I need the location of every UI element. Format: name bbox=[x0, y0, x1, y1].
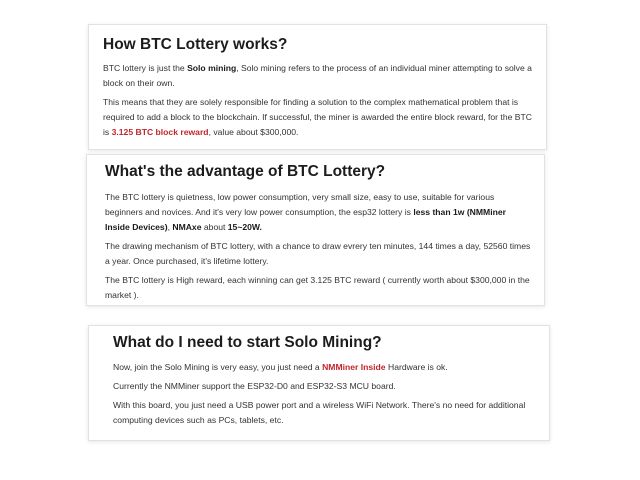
how-btc-lottery-works-card bbox=[88, 24, 547, 150]
text-segment: , bbox=[167, 222, 173, 232]
solo-mining-paragraph bbox=[103, 61, 534, 91]
section-title: How BTC Lottery works? bbox=[103, 36, 288, 53]
power-consumption-paragraph bbox=[105, 190, 532, 235]
start-solo-mining-card bbox=[88, 325, 550, 441]
text-segment: Hardware is ok. bbox=[385, 362, 448, 372]
text-segment: The BTC lottery is quietness, low power consumption, very small size, easy to use, suitable for various beginners and novices. And it's very low power consumption, the esp32 lottery is bbox=[105, 192, 495, 217]
power-spec-nmaxe: 15~20W. bbox=[227, 222, 262, 232]
high-reward-paragraph: The BTC lottery is High reward, each winning can get 3.125 BTC reward ( currently worth about $300,000 in the market ). bbox=[105, 275, 530, 300]
text-segment: BTC lottery is just the bbox=[103, 63, 188, 73]
join-paragraph bbox=[113, 360, 537, 375]
section-title: What's the advantage of BTC Lottery? bbox=[105, 163, 386, 180]
text-segment: , Solo mining refers to the process of an individual miner attempting to solve a block on their own. bbox=[103, 63, 532, 88]
solo-mining-term: Solo mining bbox=[187, 63, 237, 73]
nmminer-inside-highlight: NMMiner Inside bbox=[322, 362, 386, 372]
section-title: What do I need to start Solo Mining? bbox=[113, 334, 382, 351]
text-segment: , value about $300,000. bbox=[208, 127, 299, 137]
block-reward-paragraph bbox=[103, 95, 534, 140]
text-segment: about bbox=[201, 222, 228, 232]
power-spec-nmminer: less than 1w (NMMiner Inside Devices) bbox=[105, 207, 506, 232]
advantage-card bbox=[86, 154, 545, 306]
text-segment: Now, join the Solo Mining is very easy, you just need a bbox=[113, 362, 323, 372]
drawing-mechanism-paragraph: The drawing mechanism of BTC lottery, with a chance to draw evrery ten minutes, 144 times a day, 52560 times a year. Once purchased, it's lifetime lottery. bbox=[105, 241, 531, 266]
nmaxe-term: NMAxe bbox=[172, 222, 202, 232]
board-support-paragraph: Currently the NMMiner support the ESP32-D0 and ESP32-S3 MCU board. bbox=[113, 381, 396, 391]
requirements-paragraph: With this board, you just need a USB power port and a wireless WiFi Network. There's no need for additional computing devices such as PCs, tablets, etc. bbox=[113, 400, 526, 425]
text-segment: This means that they are solely responsible for finding a solution to the complex mathematical problem that is required to add a block to the blockchain. If successful, the miner is awarded the entire block reward, for the BTC is bbox=[103, 97, 532, 137]
block-reward-highlight: 3.125 BTC block reward bbox=[111, 127, 209, 137]
